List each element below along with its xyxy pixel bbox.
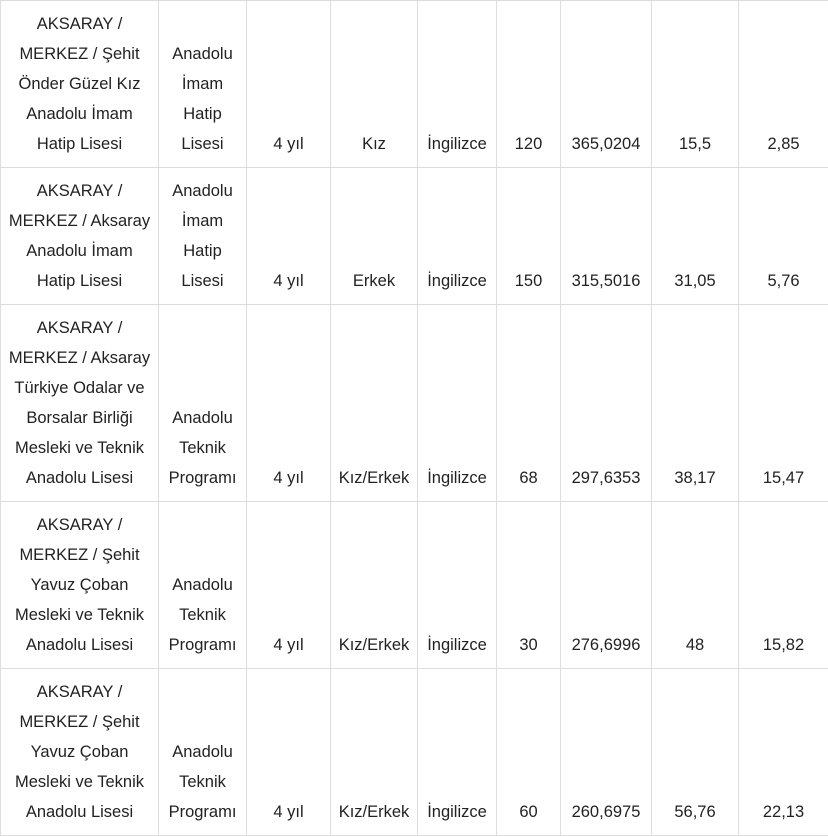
school-name-cell: AKSARAY / MERKEZ / Şehit Yavuz Çoban Mesleki ve Teknik Anadolu Lisesi [1,502,159,669]
table-row [1,305,828,502]
duration-cell: 4 yıl [247,1,331,168]
gender-cell: Kız [331,1,418,168]
school-name-cell: AKSARAY / MERKEZ / Şehit Yavuz Çoban Mesleki ve Teknik Anadolu Lisesi [1,669,159,836]
quota-cell: 60 [497,669,561,836]
gender-cell: Erkek [331,168,418,305]
school-type-cell: Anadolu İmam Hatip Lisesi [159,1,247,168]
language-cell: İngilizce [418,502,497,669]
table-row [1,1,828,168]
gender-cell: Kız/Erkek [331,669,418,836]
school-name-cell: AKSARAY / MERKEZ / Şehit Önder Güzel Kız Anadolu İmam Hatip Lisesi [1,1,159,168]
percentile-b-cell: 2,85 [739,1,828,168]
language-cell: İngilizce [418,168,497,305]
percentile-b-cell: 15,47 [739,305,828,502]
score-cell: 260,6975 [561,669,652,836]
table-row [1,669,828,836]
quota-cell: 150 [497,168,561,305]
duration-cell: 4 yıl [247,305,331,502]
school-type-cell: Anadolu İmam Hatip Lisesi [159,168,247,305]
school-type-cell: Anadolu Teknik Programı [159,669,247,836]
percentile-a-cell: 15,5 [652,1,739,168]
percentile-a-cell: 48 [652,502,739,669]
gender-cell: Kız/Erkek [331,305,418,502]
percentile-b-cell: 22,13 [739,669,828,836]
school-type-cell: Anadolu Teknik Programı [159,502,247,669]
table-row [1,168,828,305]
score-cell: 315,5016 [561,168,652,305]
percentile-a-cell: 56,76 [652,669,739,836]
percentile-a-cell: 38,17 [652,305,739,502]
score-cell: 365,0204 [561,1,652,168]
duration-cell: 4 yıl [247,168,331,305]
language-cell: İngilizce [418,1,497,168]
quota-cell: 30 [497,502,561,669]
gender-cell: Kız/Erkek [331,502,418,669]
percentile-b-cell: 15,82 [739,502,828,669]
school-name-cell: AKSARAY / MERKEZ / Aksaray Anadolu İmam Hatip Lisesi [1,168,159,305]
language-cell: İngilizce [418,305,497,502]
language-cell: İngilizce [418,669,497,836]
quota-cell: 120 [497,1,561,168]
percentile-a-cell: 31,05 [652,168,739,305]
school-name-cell: AKSARAY / MERKEZ / Aksaray Türkiye Odalar ve Borsalar Birliği Mesleki ve Teknik Anadolu Lisesi [1,305,159,502]
quota-cell: 68 [497,305,561,502]
table-row [1,502,828,669]
percentile-b-cell: 5,76 [739,168,828,305]
score-cell: 297,6353 [561,305,652,502]
duration-cell: 4 yıl [247,669,331,836]
score-cell: 276,6996 [561,502,652,669]
duration-cell: 4 yıl [247,502,331,669]
school-type-cell: Anadolu Teknik Programı [159,305,247,502]
